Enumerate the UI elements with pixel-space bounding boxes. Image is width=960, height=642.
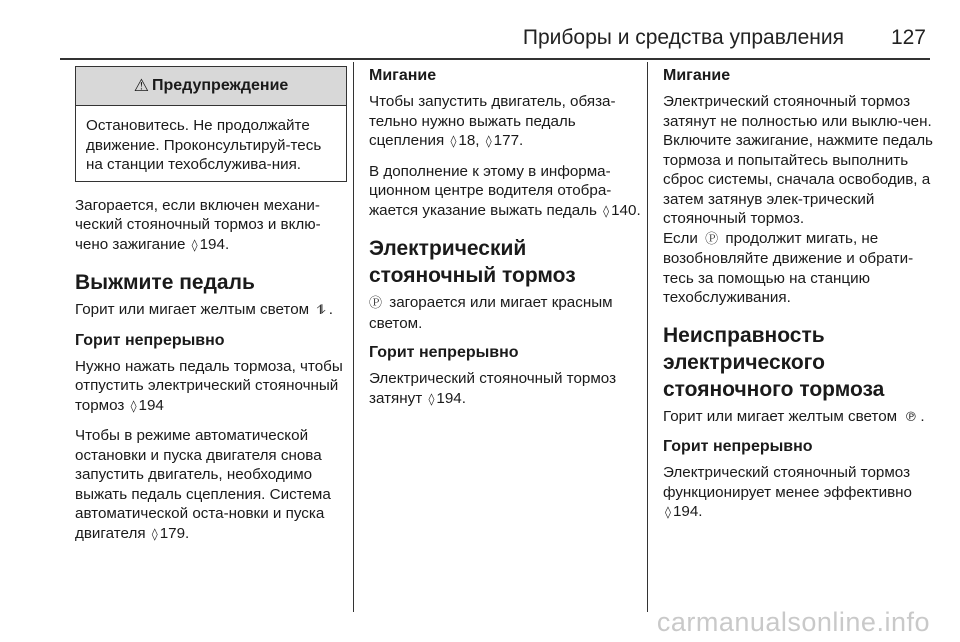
text: Горит или мигает желтым светом [75,301,310,318]
page-ref: 177. [493,132,524,149]
paragraph [663,92,938,229]
warning-title: Предупреждение [151,77,289,94]
warning-body [76,106,346,181]
text: Загорается, если включен механи-ческий стояночный тормоз и вклю-чено зажигание [75,196,321,253]
paragraph [369,92,641,152]
page-ref-icon: ◊ [130,398,137,413]
text: загорается или мигает красным светом. [369,294,613,332]
column-divider-2 [647,62,648,612]
paragraph [369,293,641,333]
warning-header [76,67,346,106]
column-2 [369,66,641,419]
parking-brake-icon: Ⓟ [705,231,719,247]
paragraph [663,463,938,523]
text: Электрический стояночный тормоз затянут не полностью или выклю-чен. Включите зажигание, нажмите педаль тормоза и попытайтесь выполнить сброс системы, сначала освободив, а затем затянув элек-трический стояночный тормоз. [663,93,933,227]
page-ref-icon: ◊ [191,237,198,252]
page-ref: 179. [159,524,190,542]
warning-text: Остановитесь. Не продолжайте движение. Проконсультируй-тесь на станции техобслужива-ния. [86,117,322,173]
warning-box [75,66,347,182]
text: Чтобы запустить двигатель, обяза-тельно нужно выжать педаль сцепления [369,93,616,149]
page-ref-icon: ◊ [450,134,457,148]
page-number: 127 [890,26,926,49]
text: В дополнение к этому в информа-ционном центре водителя отобра-жается указание выжать педаль [369,162,612,219]
paragraph: Горит или мигает желтым светом ℗ . [663,407,925,425]
page-ref-icon: ◊ [485,134,492,148]
text: Если [663,229,698,247]
paragraph [663,229,938,308]
subheading: Мигание [663,67,731,84]
subheading: Горит непрерывно [369,344,519,361]
chapter-title: Приборы и средства управления [522,26,844,49]
paragraph: Горит или мигает желтым светом ⥮ . [75,301,334,318]
text: Чтобы в режиме автоматической остановки и пуска двигателя снова запустить двигатель, необходимо выжать педаль сцепления. Система автоматической оста-новки и пуска двигателя [75,427,331,542]
column-divider-1 [353,62,354,612]
column-3 [663,66,938,533]
page-ref: 194 [138,396,164,414]
subheading: Горит непрерывно [663,438,813,455]
page-ref: 194. [199,235,230,253]
page-header [60,26,926,56]
page-ref: 194. [436,389,466,407]
text: Электрический стояночный тормоз функционирует менее эффективно [663,464,912,501]
text: Электрический стояночный тормоз затянут [369,370,617,407]
column-1 [75,66,347,554]
paragraph [369,162,641,222]
watermark: carmanualsonline.info [656,607,930,637]
section-heading: Неисправность электрического стояночного тормоза [663,323,885,401]
page-ref: 140. [611,201,641,219]
subheading: Горит непрерывно [75,331,225,349]
text: Нужно нажать педаль тормоза, чтобы отпустить электрический стояночный тормоз [75,357,343,414]
section-heading: Выжмите педаль [75,271,255,294]
page-ref-icon: ◊ [603,203,610,218]
paragraph [369,369,641,409]
page-ref-icon: ◊ [665,505,671,519]
brake-fault-icon: ℗ [904,409,918,425]
page-ref-icon: ◊ [151,526,158,541]
paragraph [75,357,347,417]
page-ref: 194. [672,503,703,520]
text: продолжит мигать, не возобновляйте движение и обрати-тесь за помощью на станцию техобслуживания. [663,229,914,306]
warning-icon: ⚠ [133,76,149,95]
paragraph [75,196,347,256]
section-heading: Электрический стояночный тормоз [369,237,576,287]
subheading: Мигание [369,67,437,84]
header-rule [60,58,930,60]
page-ref: 18, [458,132,480,149]
text: Горит или мигает желтым светом [663,407,898,425]
paragraph [75,426,347,544]
clutch-pedal-icon: ⥮ [316,303,326,318]
parking-brake-icon: Ⓟ [369,296,383,311]
page-ref-icon: ◊ [428,391,435,406]
